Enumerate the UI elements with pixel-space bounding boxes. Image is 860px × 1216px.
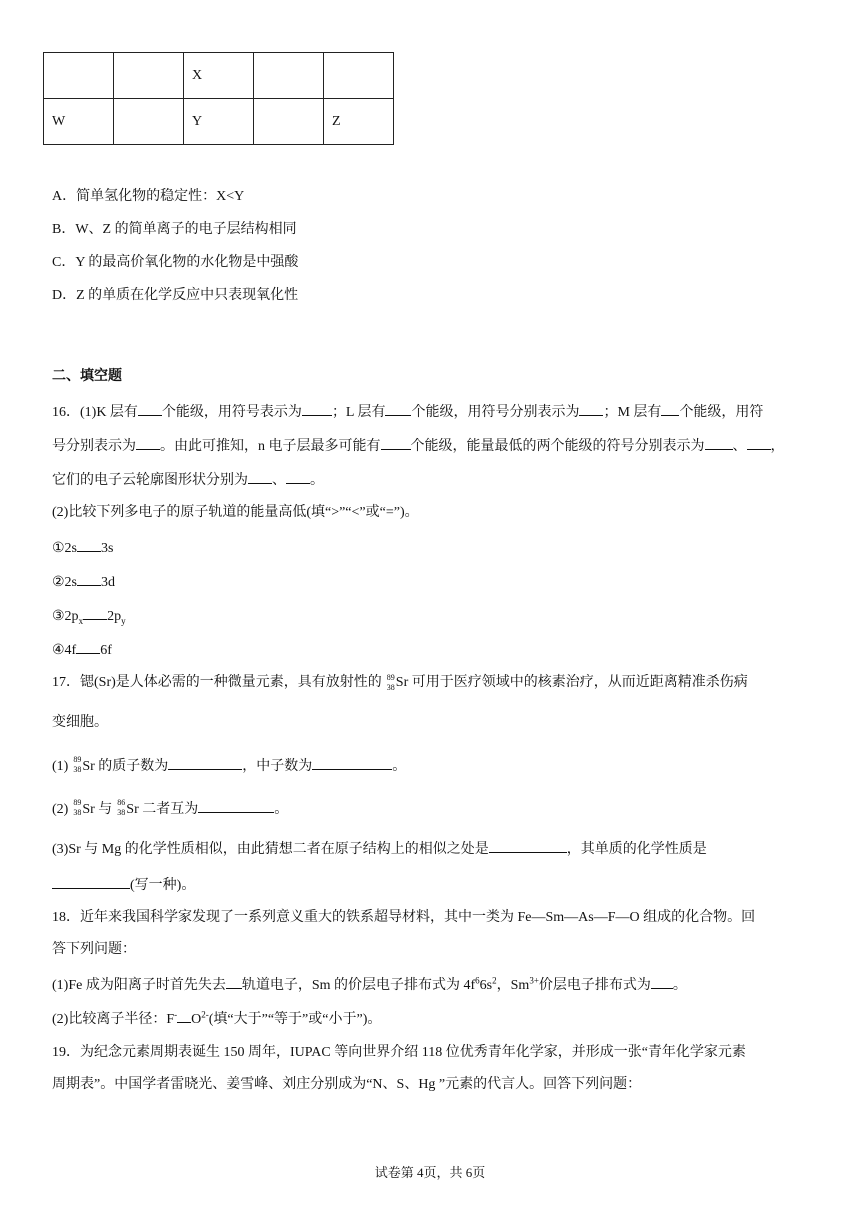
table-cell: X [184,53,254,99]
table-cell [324,53,394,99]
isotope-sr89: 89 38 [73,755,82,774]
table-cell [114,99,184,145]
page-footer: 试卷第 4页，共 6页 [374,1165,486,1180]
q16-line-2: 号分别表示为 。由此可推知，n 电子层最多可能有 个能级，能量最低的两个能级的符号分别表示为 、 ， [52,435,785,457]
q16-item-4: ④4f 6f [52,639,112,661]
q18-part-1: (1)Fe 成为阳离子时首先失去 轨道电子，Sm 的价层电子排布式为 $4f^66s^2$，$Sm^{3+}$价层电子排布式为 。 [52,975,687,993]
q16-part-2: (2)比较下列多电子的原子轨道的能量高低(填“>”“<”或“=”)。 [52,505,419,520]
table-cell [44,53,114,99]
q17-part-2: (2) 89 38 Sr 与 86 38 Sr 二者互为 。 [52,798,289,817]
table-cell: Z [324,99,394,145]
q16-item-1: ①2s 3s [52,537,113,559]
element-position-table [43,52,394,145]
isotope-sr86: 86 38 [117,798,126,817]
q16-line-1: 16．(1)K 层有 个能级，用符号表示为 ；L 层有 个能级，用符号分别表示为 ；M 层有 个能级，用符 [52,401,763,423]
q18-part-2: (2)比较离子半径：F- $O^{2-}$(填“大于”“等于”或“小于”)。 [52,1009,382,1027]
table-cell: Y [184,99,254,145]
table-cell: W [44,99,114,145]
option-a: A．简单氢化物的稳定性：X<Y [52,189,245,204]
q17-part-3: (3)Sr 与 Mg 的化学性质相似，由此猜想二者在原子结构上的相似之处是 ，其单质的化学性质是 [52,838,707,860]
q17-part-3-cont: (写一种)。 [52,874,195,896]
q17-line-1: 17．锶(Sr)是人体必需的一种微量元素，具有放射性的 89 38 Sr 可用于医疗领域中的核素治疗，从而近距离精准杀伤病 [52,673,748,692]
table-cell [114,53,184,99]
q16-item-3: $③2p_x$ $2p_y$ [52,605,126,627]
q19-line-1: 19．为纪念元素周期表诞生 150 周年，IUPAC 等向世界介绍 118 位优秀青年化学家，并形成一张“青年化学家元素 [52,1045,746,1060]
q16-line-3: 它们的电子云轮廓图形状分别为 、 。 [52,469,324,491]
section-title: 二、填空题 [52,369,122,384]
option-c: C．Y 的最高价氧化物的水化物是中强酸 [52,255,299,270]
table-cell [254,53,324,99]
q18-line-1: 18．近年来我国科学家发现了一系列意义重大的铁系超导材料，其中一类为 Fe—Sm—As—F—O 组成的化合物。回 [52,910,756,925]
q19-line-2: 周期表”。中国学者雷晓光、姜雪峰、刘庄分别成为“N、S、Hg ”元素的代言人。回答下列问题： [52,1077,642,1092]
table-row [44,99,394,145]
table-row [44,53,394,99]
q16-item-2: ②2s 3d [52,571,115,593]
q17-line-2: 变细胞。 [52,715,108,730]
table-cell [254,99,324,145]
isotope-sr89: 89 38 [386,673,395,692]
q18-line-2: 答下列问题： [52,942,136,957]
isotope-sr89: 89 38 [73,798,82,817]
q17-part-1: (1) 89 38 Sr 的质子数为 ，中子数为 。 [52,755,407,774]
option-b: B．W、Z 的简单离子的电子层结构相同 [52,222,297,237]
option-d: D．Z 的单质在化学反应中只表现氧化性 [52,288,299,303]
